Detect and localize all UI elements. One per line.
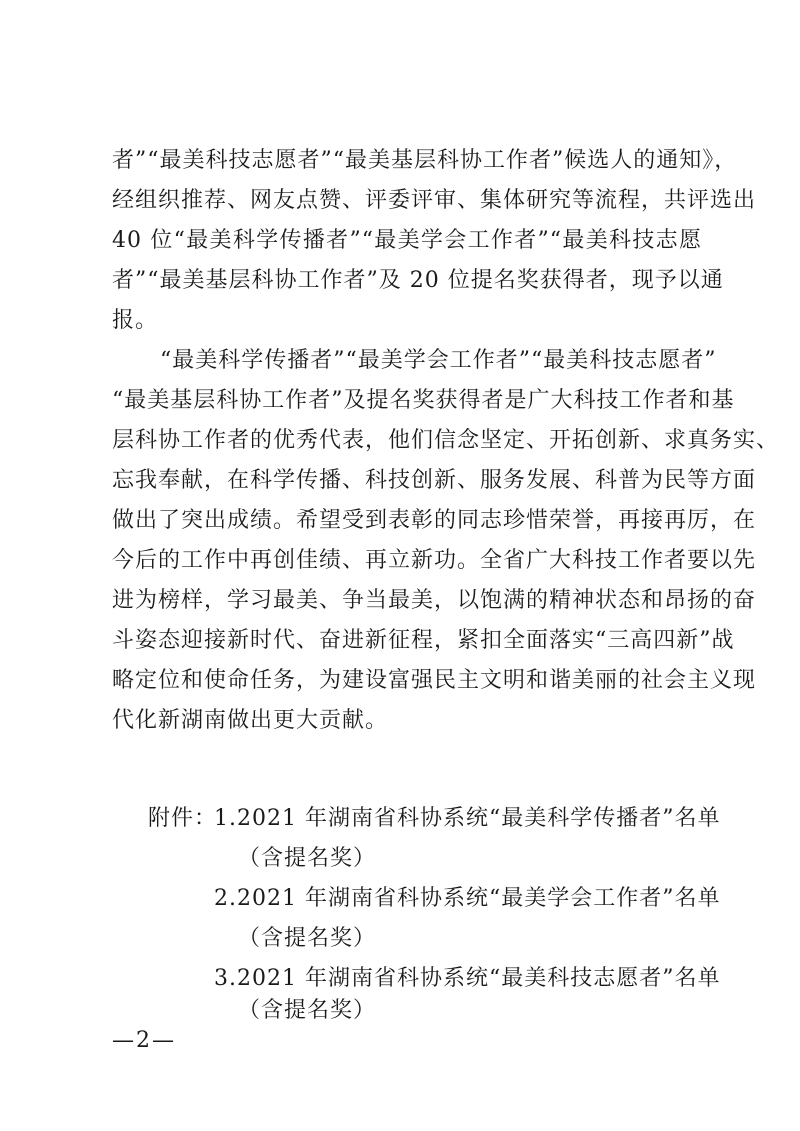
- paragraph-line: 者”“最美基层科协工作者”及 20 位提名奖获得者，现予以通: [112, 268, 724, 293]
- paragraph-line: “最美科学传播者”“最美学会工作者”“最美科技志愿者”: [160, 348, 717, 373]
- paragraph-line: 斗姿态迎接新时代、奋进新征程，紧扣全面落实“三高四新”战: [112, 628, 735, 653]
- attachment-item-3-title: 3.2021 年湖南省科协系统“最美科技志愿者”名单: [214, 966, 721, 991]
- page-number: —2—: [112, 1028, 176, 1053]
- paragraph-line: “最美基层科协工作者”及提名奖获得者是广大科技工作者和基: [112, 388, 735, 413]
- attachment-item-1-note: （含提名奖）: [238, 846, 377, 871]
- paragraph-line: 代化新湖南做出更大贡献。: [112, 708, 389, 733]
- paragraph-line: 进为榜样，学习最美、争当最美，以饱满的精神状态和昂扬的奋: [112, 588, 757, 613]
- paragraph-line: 层科协工作者的优秀代表，他们信念坚定、开拓创新、求真务实、: [112, 428, 780, 453]
- attachment-item-3-note: （含提名奖）: [238, 998, 377, 1023]
- attachment-item-2-title: 2.2021 年湖南省科协系统“最美学会工作者”名单: [214, 886, 721, 911]
- paragraph-line: 者”“最美科技志愿者”“最美基层科协工作者”候选人的通知》，: [112, 148, 738, 173]
- paragraph-line: 做出了突出成绩。希望受到表彰的同志珍惜荣誉，再接再厉，在: [112, 508, 757, 533]
- attachment-item-2-note: （含提名奖）: [238, 926, 377, 951]
- paragraph-line: 40 位“最美科学传播者”“最美学会工作者”“最美科技志愿: [112, 228, 702, 253]
- paragraph-line: 忘我奉献，在科学传播、科技创新、服务发展、科普为民等方面: [112, 468, 757, 493]
- attachment-item-1-title: 1.2021 年湖南省科协系统“最美科学传播者”名单: [214, 806, 721, 831]
- paragraph-line: 略定位和使命任务，为建设富强民主文明和谐美丽的社会主义现: [112, 668, 757, 693]
- paragraph-line: 今后的工作中再创佳绩、再立新功。全省广大科技工作者要以先: [112, 548, 757, 573]
- attachments-label-text: 附件：: [148, 806, 218, 831]
- attachments-label: [148, 804, 217, 834]
- paragraph-line: 报。: [112, 308, 159, 333]
- paragraph-line: 经组织推荐、网友点赞、评委评审、集体研究等流程，共评选出: [112, 188, 757, 213]
